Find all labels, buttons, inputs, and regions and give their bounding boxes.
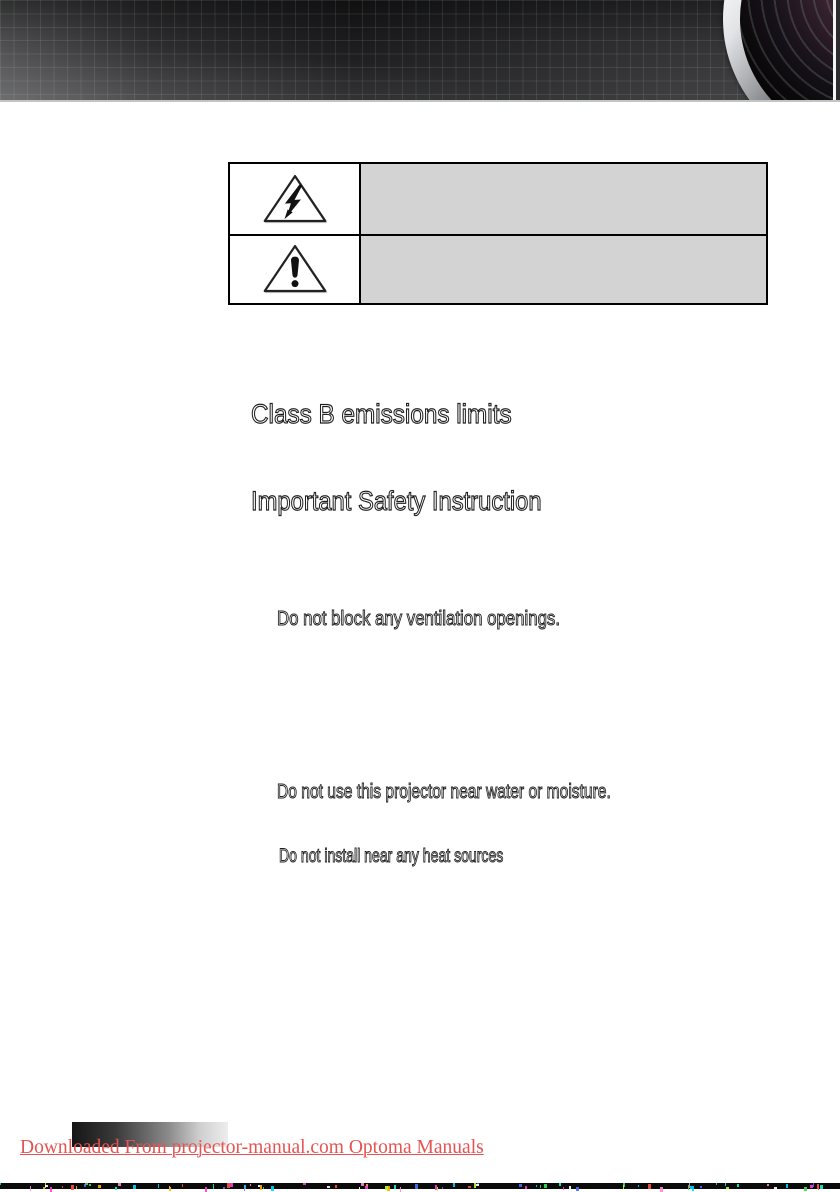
table-cell-text <box>361 236 766 304</box>
footer-download-link[interactable]: Downloaded From projector-manual.com Optoma Manuals <box>20 1137 484 1158</box>
table-row <box>230 234 766 304</box>
lens-glass <box>740 0 840 102</box>
heading-class-b-emissions: Class B emissions limits <box>251 399 512 429</box>
table-row <box>230 164 766 234</box>
table-cell-text <box>361 164 766 234</box>
high-voltage-triangle-icon <box>262 173 328 225</box>
safety-item-heat-sources: Do not install near any heat sources <box>279 846 504 867</box>
table-cell-icon <box>230 236 361 304</box>
safety-item-water-moisture: Do not use this projector near water or moisture. <box>277 781 611 803</box>
safety-item-ventilation: Do not block any ventilation openings. <box>277 608 560 630</box>
table-cell-icon <box>230 164 361 234</box>
warning-table <box>228 162 768 305</box>
projector-lens-icon <box>723 0 840 102</box>
scan-noise-bar <box>0 1183 840 1189</box>
exclamation-triangle-icon <box>262 243 328 295</box>
header-banner <box>0 0 840 102</box>
header-edge-shadow <box>836 0 840 100</box>
heading-important-safety: Important Safety Instruction <box>251 486 542 516</box>
